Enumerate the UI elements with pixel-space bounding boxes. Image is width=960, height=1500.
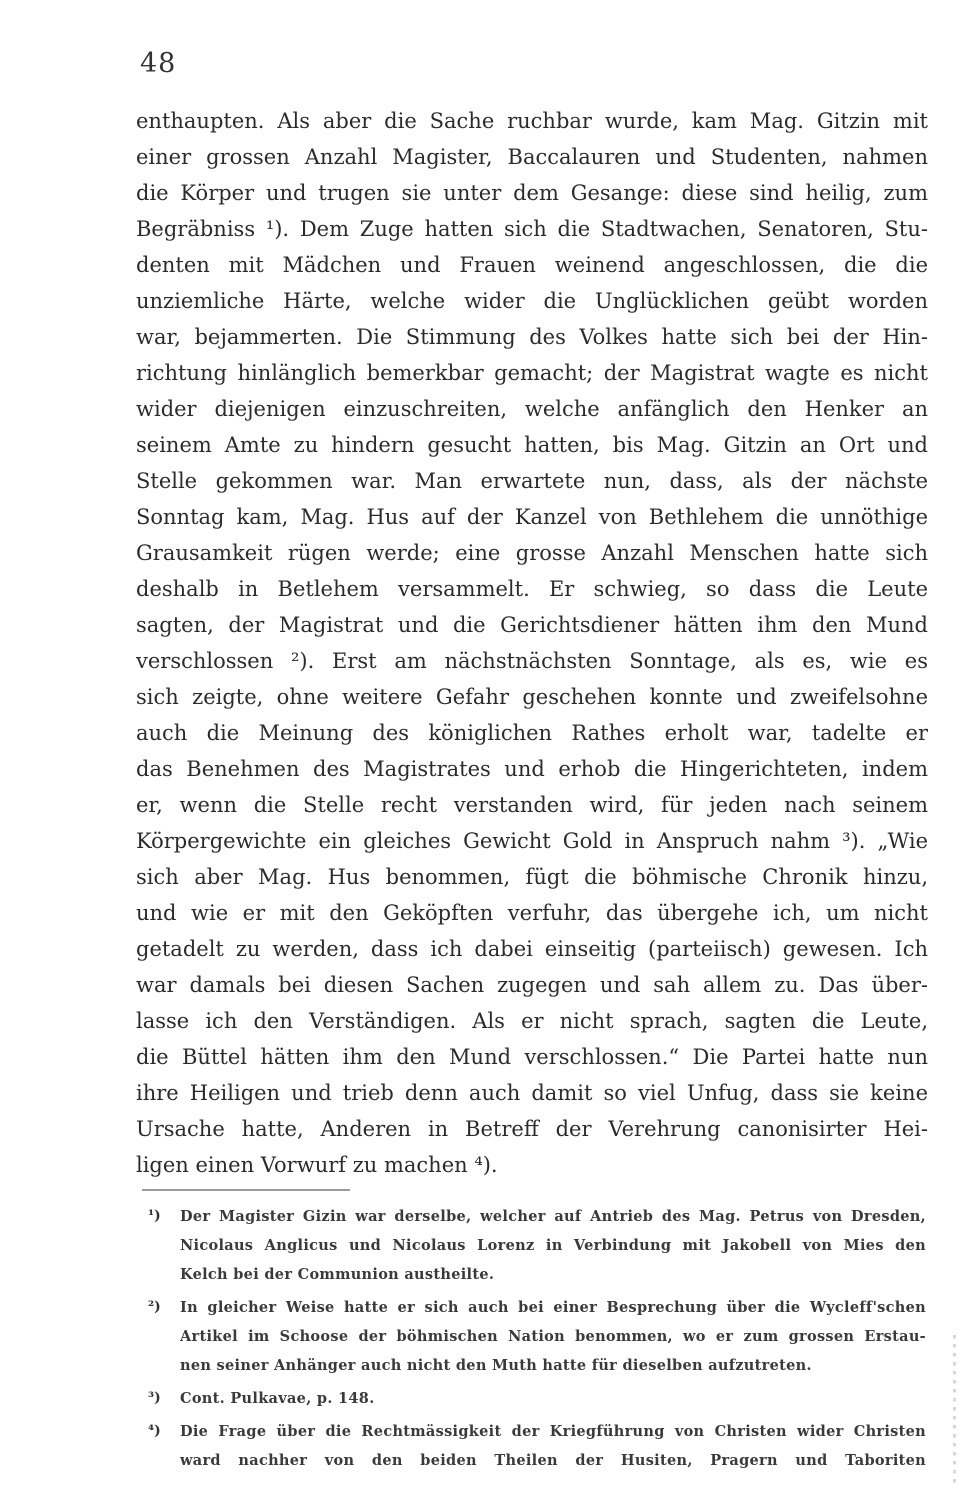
text-line: ihre Heiligen und trieb denn auch damit so viel Unfug, dass sie keine xyxy=(136,1081,928,1105)
text-line: einer grossen Anzahl Magister, Baccalauren und Studenten, nahmen xyxy=(136,145,928,169)
footnote-1 xyxy=(148,1202,926,1289)
footnote-marker: ⁴) xyxy=(148,1423,161,1439)
text-line: das Benehmen des Magistrates und erhob die Hingerichteten, indem xyxy=(136,757,928,781)
footnote-2 xyxy=(148,1293,926,1380)
text-line: enthaupten. Als aber die Sache ruchbar wurde, kam Mag. Gitzin mit xyxy=(136,109,928,133)
text-line: Stelle gekommen war. Man erwartete nun, dass, als der nächste xyxy=(136,469,928,493)
footnote-line: Nicolaus Anglicus und Nicolaus Lorenz in Verbindung mit Jakobell von Mies den xyxy=(180,1237,926,1254)
text-line: die Körper und trugen sie unter dem Gesange: diese sind heilig, zum xyxy=(136,181,928,205)
text-line: sich zeigte, ohne weitere Gefahr geschehen konnte und zweifelsohne xyxy=(136,685,928,709)
footnote-line: ward nachher von den beiden Theilen der Husiten, Pragern und Taboriten xyxy=(180,1452,926,1469)
footnote-line: nen seiner Anhänger auch nicht den Muth hatte für dieselben aufzutreten. xyxy=(180,1357,812,1374)
text-line: richtung hinlänglich bemerkbar gemacht; der Magistrat wagte es nicht xyxy=(136,361,928,385)
text-line: unziemliche Härte, welche wider die Unglücklichen geübt worden xyxy=(136,289,928,313)
text-line: deshalb in Betlehem versammelt. Er schwieg, so dass die Leute xyxy=(136,577,928,601)
footnote-line: Kelch bei der Communion austheilte. xyxy=(180,1266,495,1283)
text-line: Körpergewichte ein gleiches Gewicht Gold in Anspruch nahm ³). „Wie xyxy=(136,829,928,853)
footnote-line: In gleicher Weise hatte er sich auch bei einer Besprechung über die Wycleff'schen xyxy=(180,1299,926,1316)
page-number: 48 xyxy=(140,48,177,79)
text-line: lasse ich den Verständigen. Als er nicht sprach, sagten die Leute, xyxy=(136,1009,928,1033)
text-line: sagten, der Magistrat und die Gerichtsdiener hätten ihm den Mund xyxy=(136,613,928,637)
text-line: Begräbniss ¹). Dem Zuge hatten sich die Stadtwachen, Senatoren, Stu- xyxy=(136,217,928,241)
text-line: Sonntag kam, Mag. Hus auf der Kanzel von Bethlehem die unnöthige xyxy=(136,505,928,529)
text-line: war damals bei diesen Sachen zugegen und sah allem zu. Das über- xyxy=(136,973,928,997)
footnote-line: Cont. Pulkavae, p. 148. xyxy=(180,1390,375,1407)
text-line: wider diejenigen einzuschreiten, welche anfänglich den Henker an xyxy=(136,397,928,421)
text-line: und wie er mit den Geköpften verfuhr, das übergehe ich, um nicht xyxy=(136,901,928,925)
main-text-block xyxy=(136,103,928,1183)
text-line: die Büttel hätten ihm den Mund verschlossen.“ Die Partei hatte nun xyxy=(136,1045,928,1069)
text-line: er, wenn die Stelle recht verstanden wird, für jeden nach seinem xyxy=(136,793,928,817)
text-line: ligen einen Vorwurf zu machen ⁴). xyxy=(136,1153,498,1177)
text-line: verschlossen ²). Erst am nächstnächsten Sonntage, als es, wie es xyxy=(136,649,928,673)
text-line: auch die Meinung des königlichen Rathes erholt war, tadelte er xyxy=(136,721,928,745)
footnote-marker: ³) xyxy=(148,1390,161,1406)
footnote-4 xyxy=(148,1417,926,1475)
scan-edge-artifact xyxy=(953,1335,956,1485)
text-line: getadelt zu werden, dass ich dabei einseitig (parteiisch) gewesen. Ich xyxy=(136,937,928,961)
text-line: sich aber Mag. Hus benommen, fügt die böhmische Chronik hinzu, xyxy=(136,865,928,889)
footnote-marker: ¹) xyxy=(148,1208,161,1224)
text-line: war, bejammerten. Die Stimmung des Volkes hatte sich bei der Hin- xyxy=(136,325,928,349)
text-line: Ursache hatte, Anderen in Betreff der Verehrung canonisirter Hei- xyxy=(136,1117,928,1141)
footnote-line: Die Frage über die Rechtmässigkeit der Kriegführung von Christen wider Christen xyxy=(180,1423,926,1440)
footnote-line: Artikel im Schoose der böhmischen Nation benommen, wo er zum grossen Erstau- xyxy=(180,1328,926,1345)
footnotes xyxy=(148,1202,926,1479)
text-line: denten mit Mädchen und Frauen weinend angeschlossen, die die xyxy=(136,253,928,277)
footnote-marker: ²) xyxy=(148,1299,161,1315)
footnote-line: Der Magister Gizin war derselbe, welcher auf Antrieb des Mag. Petrus von Dresden, xyxy=(180,1208,926,1225)
text-line: Grausamkeit rügen werde; eine grosse Anzahl Menschen hatte sich xyxy=(136,541,928,565)
text-line: seinem Amte zu hindern gesucht hatten, bis Mag. Gitzin an Ort und xyxy=(136,433,928,457)
footnote-separator xyxy=(142,1189,350,1191)
footnote-3 xyxy=(148,1384,926,1413)
